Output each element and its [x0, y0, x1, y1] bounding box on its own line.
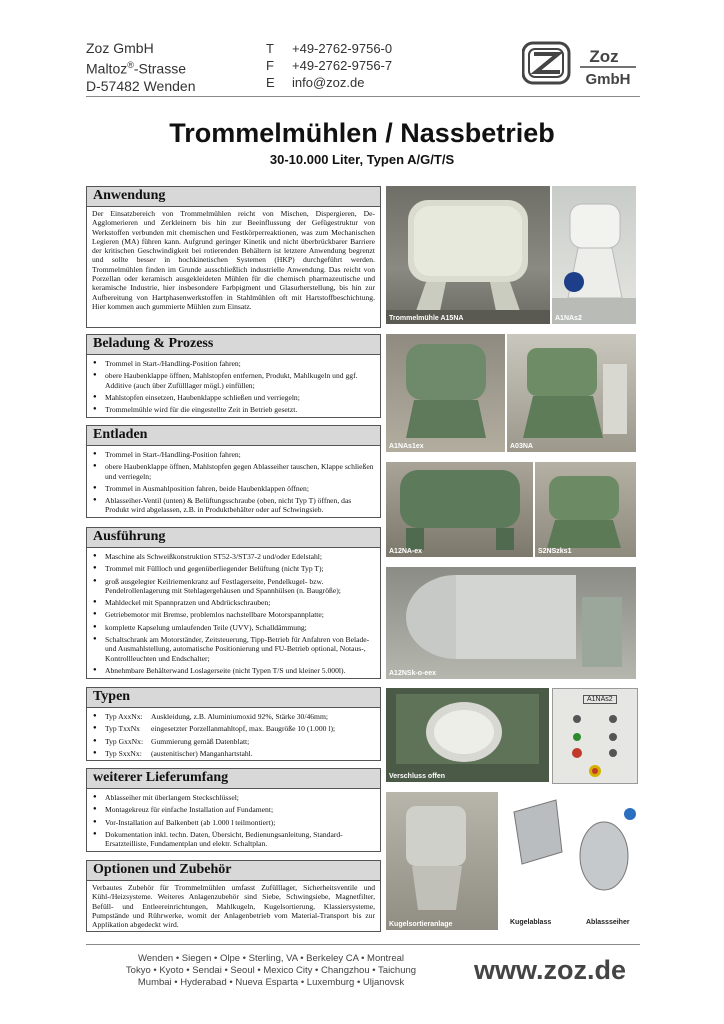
locations-line: Tokyo • Kyoto • Sendai • Seoul • Mexico City • Changzhou • Taichung — [125, 965, 417, 976]
mill-illustration — [535, 462, 636, 557]
section-heading: weiterer Lieferumfang — [87, 769, 380, 789]
section-heading: Optionen und Zubehör — [87, 861, 380, 881]
photo-kugelablass — [500, 792, 636, 930]
list-item: ● Trommel mit Füllloch und gegenüberliegender Belüftung (nicht Typ T); — [92, 564, 375, 573]
email-key: E — [266, 75, 275, 90]
list-item: ● Trommel in Start-/Handling-Position fahren; — [92, 359, 375, 368]
locations-line: Wenden • Siegen • Olpe • Sterling, VA • Berkeley CA • Montreal — [137, 953, 405, 964]
photo-caption: Kugelsortieranlage — [389, 921, 453, 928]
photo-caption: S2NSzks1 — [538, 548, 572, 555]
contact-block — [266, 40, 392, 91]
page-subtitle: 30-10.000 Liter, Typen A/G/T/S — [269, 152, 455, 167]
street-prefix: Maltoz — [86, 60, 128, 77]
street-line — [86, 57, 195, 78]
panel-label: A1NAs2 — [583, 695, 617, 704]
footer-divider — [86, 944, 640, 945]
list-item: ● Trommel in Ausmahlposition fahren, beide Haubenklappen öffnen; — [92, 484, 375, 493]
list-item: ● Schaltschrank am Motorständer, Zeitsteuerung, Tipp-Betrieb für Anfahren von Belade- und Ausmahlstellung, automatische Positionierung und FU-Betrieb optional, Notaus-, Kontrollleuchten und Endschalter; — [92, 635, 375, 663]
company-name: Zoz GmbH — [86, 40, 154, 56]
company-address — [86, 40, 195, 95]
city-line: D-57482 Wenden — [86, 77, 196, 94]
photo-caption: Kugelablass — [510, 919, 552, 926]
list-item: ● obere Haubenklappe öffnen, Mahlstopfen gegen Ablasseiher tauschen, Klappe schließen und verriegeln; — [92, 462, 375, 481]
mill-illustration — [386, 462, 533, 557]
mill-illustration — [386, 334, 505, 452]
section-text: Verbautes Zubehör für Trommelmühlen umfasst Zufülllager, Sicherheitsventile und Kühl-/Heizsysteme. Weiteres Anlagenzubehör sind Siebe, Schwingsiebe, Magnetfilter, Befüll- und Entleereinrichtungen, Mahlkugeln, Kugelsortierung, Klassiersysteme, Pumpstände und Rührwerke, womit der Anlagenbetrieb vom Material-Transport bis zur Applikation abgedeckt wird. — [92, 883, 375, 930]
section-heading: Entladen — [87, 426, 380, 446]
photo-a03na — [507, 334, 636, 452]
mill-illustration — [386, 567, 636, 679]
photo-caption: Verschluss offen — [389, 773, 446, 780]
type-code: ● Typ GxxNx: — [105, 736, 144, 746]
logo-gmbh-text: GmbH — [585, 71, 631, 88]
section-lieferumfang — [86, 768, 381, 852]
photo-caption: A1NAs1ex — [389, 443, 424, 450]
list-item: ● Abnehmbare Behälterwand Loslagerseite (nicht Typen T/S und kleiner 5.000l). — [92, 666, 375, 675]
section-beladung — [86, 334, 381, 418]
zoz-logo — [522, 40, 638, 90]
list-item: ● Dokumentation inkl. techn. Daten, Übersicht, Bedienungsanleitung, Standard-Ersatzteilliste, Fundamentplan und elektr. Schaltplan. — [92, 830, 375, 849]
mill-illustration — [500, 792, 636, 930]
type-item — [92, 749, 375, 758]
photo-s2nszks1 — [535, 462, 636, 557]
section-typen — [86, 687, 381, 761]
photo-verschluss — [386, 688, 549, 782]
list-item: ● Montagekreuz für einfache Installation auf Fundament; — [92, 805, 375, 814]
section-ausfuehrung — [86, 527, 381, 679]
header-divider — [86, 96, 640, 97]
type-desc: eingesetzter Porzellanmahltopf, max. Baugröße 10 (1.000 l); — [151, 724, 336, 734]
section-heading: Anwendung — [87, 187, 380, 207]
list-item: ● Maschine als Schweißkonstruktion ST52-3/ST37-2 und/oder Edelstahl; — [92, 552, 375, 561]
photo-caption: Ablassseiher — [586, 919, 630, 926]
photo-caption: A12NSk-o-eex — [389, 670, 437, 677]
photo-a1nas1ex — [386, 334, 505, 452]
photo-caption: A1NAs2 — [555, 315, 582, 322]
section-heading: Ausführung — [87, 528, 380, 548]
list-item: ● Getriebemotor mit Bremse, problemlos nachstellbare Motorspannplatte; — [92, 610, 375, 619]
mill-illustration — [386, 186, 550, 324]
mill-illustration — [507, 334, 636, 452]
list-item: ● Ablasseiher mit überlangem Steckschlüssel; — [92, 793, 375, 802]
type-desc: Auskleidung, z.B. Aluminiumoxid 92%, Stärke 30/46mm; — [151, 712, 328, 721]
type-item — [92, 724, 375, 733]
photo-a15na — [386, 186, 550, 324]
type-code: ● Typ SxxNx: — [105, 748, 142, 758]
list-item: ● Trommel in Start-/Handling-Position fahren; — [92, 450, 375, 459]
email-line — [266, 74, 392, 91]
locations-line: Mumbai • Hyderabad • Nueva Esparta • Luxemburg • Uljanovsk — [137, 977, 405, 988]
list-item: ● obere Haubenklappe öffnen, Mahlstopfen entfernen, Produkt, Mahlkugeln und ggf. Additive (auch über Zufülllager mögl.) einfüllen; — [92, 371, 375, 390]
section-optionen — [86, 860, 381, 932]
list-item: ● komplette Kapselung umlaufenden Teile (UVV), Schalldämmung; — [92, 623, 375, 632]
list-item: ● Vor-Installation auf Balkenbett (ab 1.000 l teilmontiert); — [92, 818, 375, 827]
fax-number: +49-2762-9756-7 — [292, 58, 393, 73]
photo-caption: A12NA-ex — [389, 548, 423, 555]
mill-illustration — [552, 186, 636, 324]
type-item — [92, 737, 375, 746]
photo-caption: A03NA — [510, 443, 533, 450]
mill-illustration — [386, 792, 498, 930]
email-address: info@zoz.de — [292, 75, 365, 90]
page-title: Trommelmühlen / Nassbetrieb — [169, 118, 555, 148]
photo-control-panel — [552, 688, 638, 784]
phone-number: +49-2762-9756-0 — [292, 41, 393, 56]
photo-a12na-ex — [386, 462, 533, 557]
photo-a1nas2 — [552, 186, 636, 324]
type-item — [92, 712, 375, 721]
photo-a12nsk — [386, 567, 636, 679]
section-entladen — [86, 425, 381, 518]
phone-key: T — [266, 41, 274, 56]
type-code: ● Typ TxxNx — [105, 724, 140, 734]
section-text: Der Einsatzbereich von Trommelmühlen reicht von Mischen, Dispergieren, De-Agglomerieren und Zerkleinern bis hin zur Beeinflussung der Gefügestruktur von Werkstoffen verbunden mit chemischen und Festkörperreaktionen, was zum Mechanischen Legieren (MA) führen kann. Aufgrund geringer Kinetik und nicht überbrückbarer Barriere der kritischen Geschwindigkeit bei rotierenden Behältern ist letztere Anwendung begrenzt und sollte besser in hochkinetischen Systemen (HKP) durchgeführt werden. Trommelmühlen finden im Grunde ausschließlich industrielle Anwendung. Das reicht von Porzellan oder keramisch ausgekleideten Mühlen für die chemisch pharmazeutische und keramische Industrie, hier insbesondere Farbpigment und Glasurherstellung, bis hin zur Aufbereitung von Hartphasenwerkstoffen in Stahlmühlen oft mit Hartstoffbeschichtung. Hier kommen auch gummierte Mühlen zum Einsatz. — [92, 209, 375, 311]
list-item: ● Mahldeckel mit Spannpratzen und Abdrückschrauben; — [92, 598, 375, 607]
footer-locations — [86, 953, 456, 989]
list-item: ● Trommelmühle wird für die eingestellte Zeit in Betrieb gesetzt. — [92, 405, 375, 414]
section-anwendung — [86, 186, 381, 328]
type-desc: Gummierung gemäß Datenblatt; — [151, 736, 250, 746]
list-item: ● Mahlstopfen einsetzen, Haubenklappe schließen und verriegeln; — [92, 393, 375, 402]
fax-line — [266, 57, 392, 74]
photo-caption: Trommelmühle A15NA — [389, 315, 464, 322]
mill-illustration — [386, 688, 549, 782]
section-heading: Beladung & Prozess — [87, 335, 380, 355]
type-desc: (austenitischer) Manganhartstahl. — [151, 748, 253, 758]
street-suffix: -Strasse — [133, 60, 186, 77]
type-code: ● Typ AxxNx: — [105, 712, 143, 721]
registered-mark: ® — [127, 60, 134, 70]
phone-line — [266, 40, 392, 57]
list-item: ● groß ausgelegter Keilriemenkranz auf Festlagerseite, Pendelkugel- bzw. Pendelrollenlagerung mit Stehlagergehäusen und Spannhülsen (n. Baugröße); — [92, 577, 375, 596]
logo-zoz-text: Zoz — [589, 47, 619, 66]
section-heading: Typen — [87, 688, 380, 708]
fax-key: F — [266, 58, 274, 73]
website-link[interactable]: www.zoz.de — [474, 955, 627, 985]
list-item: ● Ablasseiher-Ventil (unten) & Belüftungsschraube (oben, nicht Typ T) öffnen, das Produkt wird abgelassen, z.B. in Produktbehälter oder auf Schwingsieb. — [92, 496, 375, 515]
photo-kugelsortier — [386, 792, 498, 930]
